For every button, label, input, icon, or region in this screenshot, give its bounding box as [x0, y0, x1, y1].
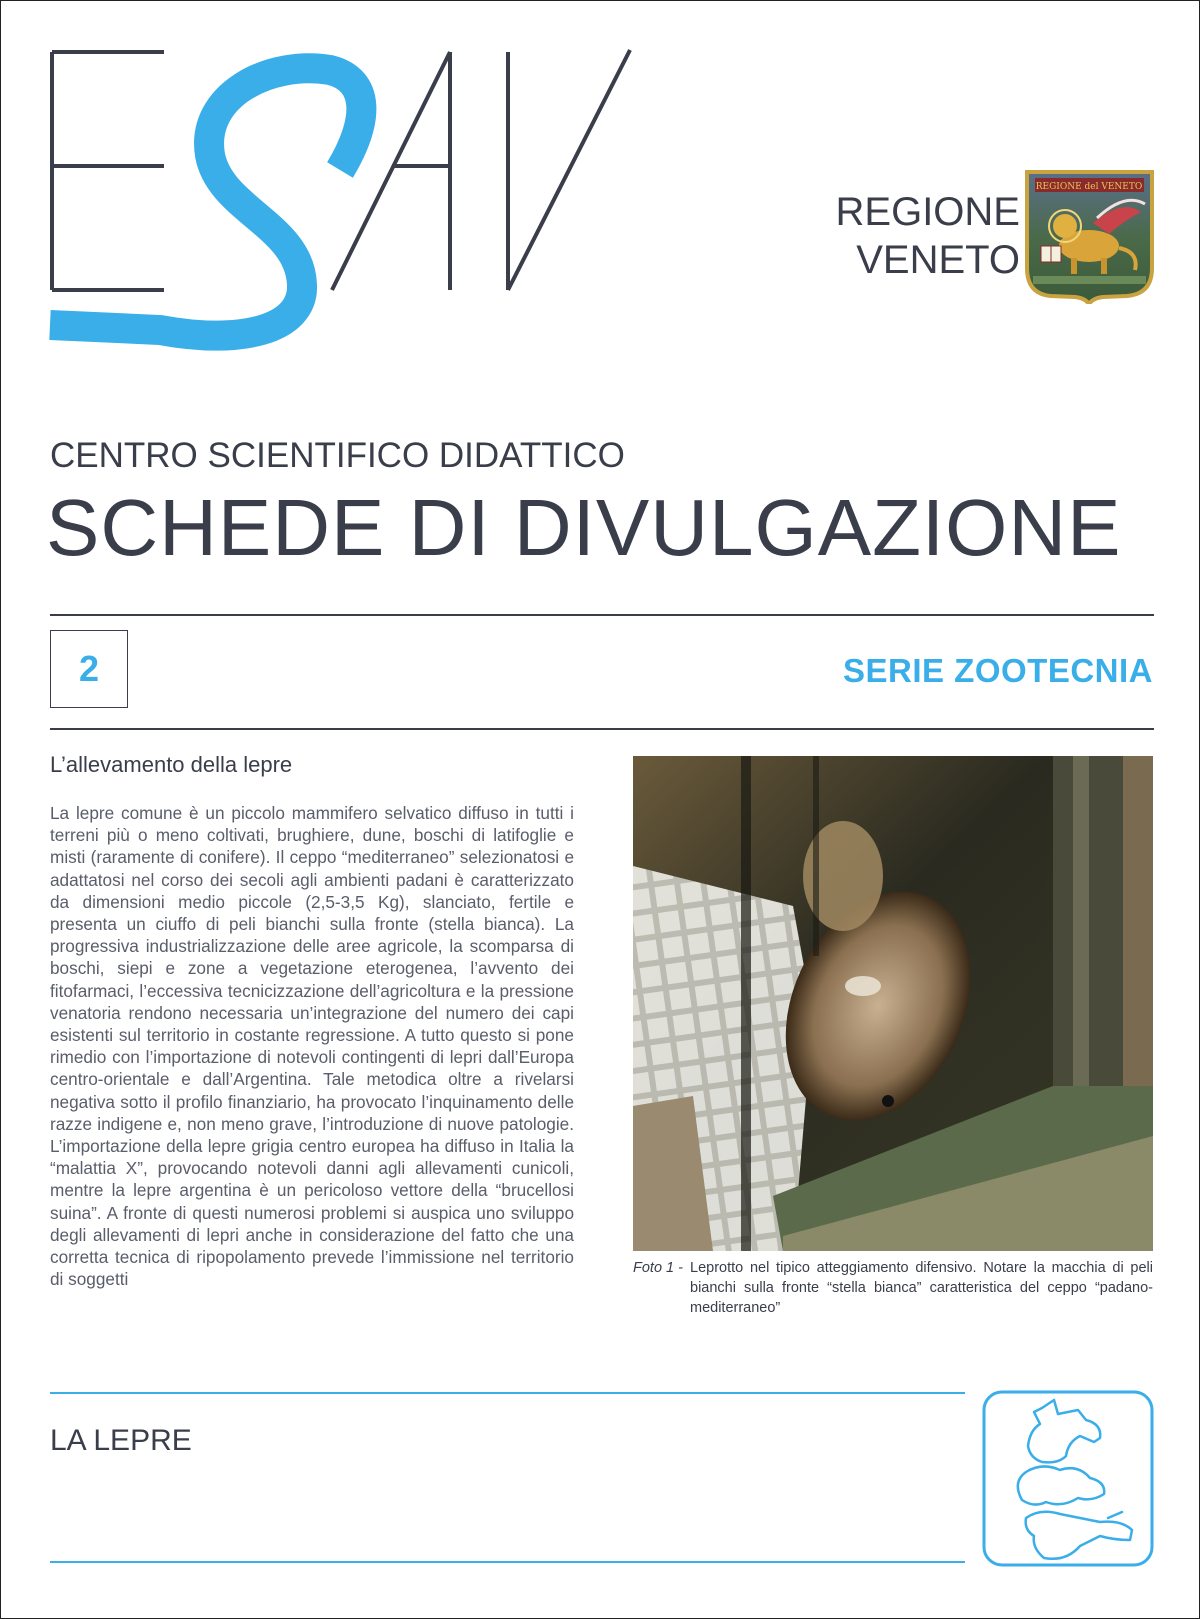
- issue-number: 2: [50, 630, 128, 708]
- logo-letter-v: [508, 50, 630, 290]
- veneto-crest-emblem: [1023, 168, 1156, 304]
- hare-photo: [633, 756, 1153, 1251]
- esav-logo: [40, 40, 720, 370]
- photo-caption: [633, 1258, 1153, 1318]
- caption-label: Foto 1 -: [633, 1260, 683, 1276]
- divider-top: [50, 614, 1154, 616]
- series-label: SERIE ZOOTECNIA: [842, 652, 1153, 689]
- logo-letter-s: [50, 68, 361, 335]
- main-title: SCHEDE DI DIVULGAZIONE: [46, 483, 1122, 572]
- region-name: [790, 188, 1020, 284]
- article-title: L’allevamento della lepre: [50, 752, 293, 777]
- divider-middle: [50, 728, 1154, 730]
- divider-footer-bottom: [50, 1561, 965, 1563]
- livestock-icon: [982, 1390, 1154, 1567]
- logo-letter-e: [52, 52, 164, 290]
- subtitle: CENTRO SCIENTIFICO DIDATTICO: [50, 436, 625, 475]
- article-body: La lepre comune è un piccolo mammifero selvatico diffuso in tutti i terreni più o meno coltivati, brughiere, dune, boschi di latifoglie e misti (raramente di conifere). Il ceppo “mediterraneo” selezionatosi e adattatosi nel corso dei secoli agli ambienti padani è caratterizzato da dimensioni medio piccole (2,5-3,5 Kg), slanciato, fertile e presenta un ciuffo di peli bianchi sulla fronte (stella bianca). La progressiva industrializzazione delle aree agricole, la scomparsa di boschi, siepi e zone a vegetazione eterogenea, l’avvento dei fitofarmaci, l’eccessiva tecnicizzazione dell’agricoltura e la pressione venatoria rendono necessaria un’integrazione del numero dei capi esistenti sul territorio in costante regressione. A tutto questo si pone rimedio con l’importazione di notevoli contingenti di lepri dall’Europa centro-orientale e dall’Argentina. Tale metodica oltre a rivelarsi negativa sotto il profilo finanziario, ha provocato l’inquinamento delle razze indigene e, non meno grave, l’introduzione di nuove patologie. L’importazione della lepre grigia centro europea ha diffuso in Italia la “malattia X”, provocando notevoli danni agli allevamenti cunicoli, mentre la lepre argentina è un pericoloso vettore della “brucellosi suina”. A fronte di questi numerosi problemi si auspica uno sviluppo degli allevamenti di lepri anche in considerazione del fatto che una corretta tecnica di ripopolamento prevede l’immissione nel territorio di soggetti: [50, 803, 574, 1290]
- caption-text: Leprotto nel tipico atteggiamento difensivo. Notare la macchia di peli bianchi sulla fronte “stella bianca” caratteristica del ceppo “padano-mediterraneo”: [690, 1260, 1153, 1316]
- region-line-2: VENETO: [856, 238, 1020, 282]
- footer-title: LA LEPRE: [50, 1424, 192, 1457]
- region-line-1: REGIONE: [835, 190, 1020, 234]
- divider-footer-top: [50, 1392, 965, 1394]
- crest-text: REGIONE del VENETO: [1035, 182, 1143, 192]
